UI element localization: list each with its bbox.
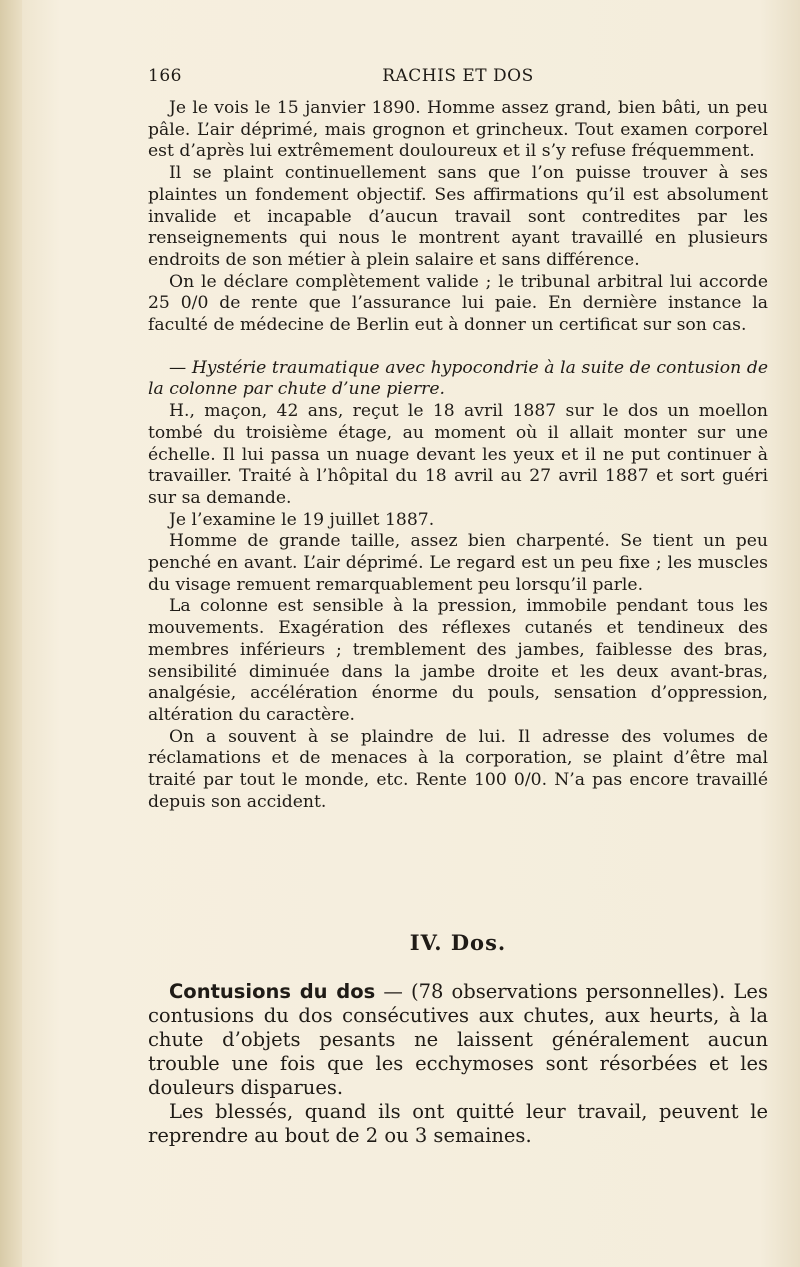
main-text	[148, 98, 768, 814]
case-heading: — Hystérie traumatique avec hypocondrie à la suite de contusion de la colonne par chute d’une pierre.	[148, 357, 768, 400]
paragraph: Je l’examine le 19 juillet 1887.	[169, 509, 435, 530]
subsection-contusions	[148, 980, 768, 1148]
paragraph: On a souvent à se plaindre de lui. Il adresse des volumes de réclamations et de menaces à la corporation, se plaint d’être mal traité par tout le monde, etc. Rente 100 0/0. N’a pas encore travaillé depuis son accident.	[148, 726, 768, 812]
subsection-title: Contusions du dos	[169, 980, 376, 1003]
running-title: RACHIS ET DOS	[382, 66, 534, 86]
paragraph: La colonne est sensible à la pression, immobile pendant tous les mouvements. Exagération des réflexes cutanés et tendineux des membres inférieurs ; tremblement des jambes, faiblesse des bras, sensibilité diminuée dans la jambe droite et les deux avant-bras, analgésie, accélération énorme du pouls, sensation d’oppression, altération du caractère.	[148, 596, 768, 725]
paragraph-text: — (78 observations personnelles). Les contusions du dos consécutives aux chutes, aux heurts, à la chute d’objets pesants ne laissent généralement aucun trouble une fois que les ecchymoses sont résorbées et les douleurs disparues.	[148, 980, 768, 1099]
paragraph: H., maçon, 42 ans, reçut le 18 avril 1887 sur le dos un moellon tombé du troisième étage, au moment où il allait monter sur une échelle. Il lui passa un nuage devant les yeux et il ne put continuer à travailler. Traité à l’hôpital du 18 avril au 27 avril 1887 et sort guéri sur sa demande.	[148, 401, 768, 508]
paragraph: Je le vois le 15 janvier 1890. Homme assez grand, bien bâti, un peu pâle. L’air déprimé, mais grognon et grincheux. Tout examen corporel est d’après lui extrêmement douloureux et il s’y refuse fréquemment.	[148, 98, 768, 162]
running-head	[148, 66, 768, 90]
paragraph: Il se plaint continuellement sans que l’on puisse trouver à ses plaintes un fondement objectif. Ses affirmations qu’il est absolument invalide et incapable d’aucun travail sont contredites par les renseignements qui nous le montrent ayant travaillé en plusieurs endroits de son métier à plein salaire et sans différence.	[148, 163, 768, 270]
page-gutter	[0, 0, 22, 1267]
section-heading: IV. Dos.	[409, 930, 507, 955]
paragraph: Les blessés, quand ils ont quitté leur travail, peuvent le reprendre au bout de 2 ou 3 semaines.	[148, 1100, 768, 1147]
page-number: 166	[148, 66, 182, 86]
paragraph	[148, 980, 768, 1100]
paragraph: On le déclare complètement valide ; le tribunal arbitral lui accorde 25 0/0 de rente que l’assurance lui paie. En dernière instance la faculté de médecine de Berlin eut à donner un certificat sur son cas.	[148, 271, 768, 336]
paragraph: Homme de grande taille, assez bien charpenté. Se tient un peu penché en avant. L’air déprimé. Le regard est un peu fixe ; les muscles du visage remuent remarquablement peu lorsqu’il parle.	[148, 531, 768, 595]
